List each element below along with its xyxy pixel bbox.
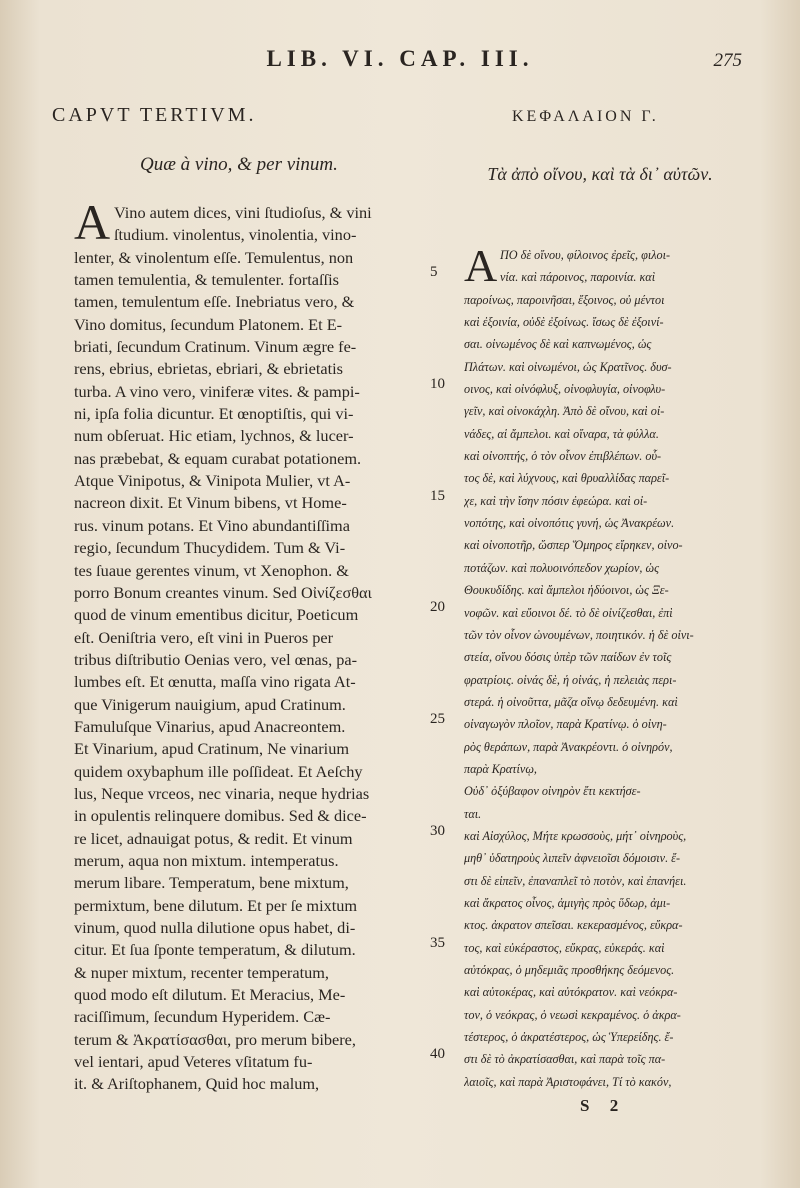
latin-text-line: nas præbebat, & equam curabat potationem. [74,448,362,468]
latin-text-line: porro Bonum creantes vinum. Sed Οἰνίζεσθαι [74,582,372,602]
latin-text-line: quod de vinum ementibus dicitur, Poeticum [74,605,359,625]
latin-text-line: briati, ſecundum Cratinum. Vinum ægre fe- [74,337,357,357]
line-number: 35 [430,934,445,951]
latin-text-line: Atque Vinipotus, & Vinipota Mulier, vt A- [74,471,351,491]
greek-text-line: γεῖν, καὶ οἰνοκάχλη. Ἀπὸ δὲ οἴνου, καὶ οἰ- [464,404,665,419]
latin-text-line: tamen temulentia, & temulenter. fortaſſis [74,270,339,290]
line-number: 10 [430,375,445,392]
greek-text-line: παρὰ Κρατίνῳ, [464,761,537,776]
latin-chapter-heading: CAPVT TERTIVM. [52,104,257,126]
latin-text-line: quod modo eſt dilutum. Et Meracius, Me- [74,985,346,1005]
greek-text-line: καὶ Αἰσχύλος, Μήτε κρωσσοὺς, μήτ᾽ οἰνηροὺς, [464,828,687,843]
greek-text-line: καὶ ἐξοινία, οὐδὲ ἐξοίνως. ἴσως δὲ ἐξοινί- [464,315,664,330]
greek-text-line: Πλάτων. καὶ οἰνωμένοι, ὡς Κρατῖνος. δυσ- [464,359,672,374]
greek-dropcap: Α [464,240,498,291]
latin-text-line: ſtudium. vinolentus, vinolentia, vino- [114,225,357,245]
greek-text-line: νία. καὶ πάροινος, παροινία. καὶ [500,270,656,285]
greek-chapter-subtitle: Τὰ ἀπὸ οἴνου, καὶ τὰ δι᾽ αὐτῶν. [487,164,713,184]
latin-text-line: it. & Ariſtophanem, Quid hoc malum, [74,1074,320,1094]
greek-text-line: καὶ οἰνοπτής, ὁ τὸν οἶνον ἐπιβλέπων. οὗ- [464,449,662,464]
latin-text-line: num obſeruat. Hic etiam, lychnos, & lucer- [74,426,354,446]
latin-text-line: Et Vinarium, apud Cratinum, Ne vinarium [74,739,349,759]
latin-text-line: lenter, & vinolentum eſſe. Temulentus, non [74,247,354,267]
greek-text-line: στερά. ἡ οἰνοῦττα, μᾶζα οἴνῳ δεδευμένη. καὶ [464,694,678,709]
line-number: 30 [430,822,445,839]
greek-text-line: νοπότης, καὶ οἰνοπότις γυνή, ὡς Ἀνακρέων. [464,516,675,531]
latin-chapter-subtitle: Quæ à vino, & per vinum. [140,154,338,175]
latin-text-line: tes ſuaue gerentes vinum, vt Xenophon. & [74,560,349,580]
greek-text-line: στι δὲ εἰπεῖν, ἐπαναπλεῖ τὸ ποτὸν, καὶ ἐπανήει. [464,873,687,888]
greek-text-line: κτος. ἀκρατον σπεῖσαι. κεκερασμένος, εὔκρα- [464,918,683,933]
greek-text-column [464,240,754,1093]
line-number: 15 [430,487,445,504]
greek-text-line: τέστερος, ὁ ἀκρατέστερος, ὡς Ὑπερείδης. ἔ- [464,1030,674,1045]
latin-text-column [74,202,430,1096]
latin-text-line: & nuper mixtum, recenter temperatum, [74,962,329,982]
line-number: 40 [430,1046,445,1063]
greek-text-line: οἰναγωγὸν πλοῖον, παρὰ Κρατίνῳ. ὁ οἰνη- [464,717,667,732]
greek-text-line: νάδες, αἱ ἄμπελοι. καὶ οἴναρα, τὰ φύλλα. [464,426,659,441]
latin-text-line: turba. A vino vero, viniferæ vites. & pampi- [74,381,360,401]
greek-text-line: λαιοῖς, καὶ παρὰ Ἀριστοφάνει, Τί τὸ κακόν, [464,1074,672,1089]
latin-text-line: re licet, adnauigat potus, & redit. Et vinum [74,828,353,848]
latin-text-line: lumbes eſt. Et œnutta, maſſa vino rigata At- [74,672,356,692]
latin-text-line: lus, Neque vrceos, nec vinaria, neque hydrias [74,783,370,803]
greek-text-line: τος δὲ, καὶ λύχνους, καὶ θρυαλλίδας παρεῖ- [464,471,670,486]
latin-text-line: vinum, quod nulla dilutione opus habet, di- [74,918,356,937]
greek-text-line: μηθ᾽ ὑδατηροὺς λιπεῖν ἀφνειοῖσι δόμοισιν. ἔ- [464,851,681,866]
latin-text-line: Vino autem dices, vini ſtudioſus, & vini [114,203,372,222]
greek-text-line: στι δὲ τὸ ἀκρατίσασθαι, καὶ παρὰ τοῖς πα- [464,1052,666,1067]
greek-text-line: ται. [464,806,482,821]
greek-text-line: Οὐδ᾽ ὀξύβαφον οἰνηρὸν ἔτι κεκτήσε- [464,784,641,799]
latin-text-line: ni, ipſa folia dicuntur. Et œnoptiſtis, qui vi- [74,404,354,424]
latin-dropcap: A [74,194,111,250]
latin-text-line: merum libare. Temperatum, bene mixtum, [74,873,349,893]
greek-text-line: αὐτόκρας, ὁ μηδεμιᾶς προσθήκης δεόμενος. [464,963,675,977]
greek-text-line: φρατρίοις. οἰνάς δὲ, ἡ οἰνάς, ἡ πελειὰς περι- [464,672,677,687]
latin-text-line: citur. Et ſua ſponte temperatum, & dilutum. [74,940,356,960]
latin-text-line: Famuluſque Vinarius, apud Anacreontem. [74,716,346,736]
latin-text-line: eſt. Oeniſtria vero, eſt vini in Pueros per [74,627,334,647]
latin-text-line: rens, ebrius, ebrietas, ebriari, & ebrietatis [74,359,343,379]
greek-text-line: τον, ὁ νεόκρας, ὁ νεωσὶ κεκραμένος. ὁ ἀκρα- [464,1007,681,1022]
page-number: 275 [713,50,742,71]
greek-text-line: καὶ ἄκρατος οἶνος, ἀμιγὴς πρὸς ὕδωρ, ἀμι- [464,895,671,910]
greek-text-line: καὶ αὐτοκέρας, καὶ αὐτόκρατον. καὶ νεόκρα- [464,985,678,1000]
greek-text-line: ποτάζων. καὶ πολυοινόπεδον χωρίον, ὡς [464,560,660,575]
latin-text-line: Vino domitus, ſecundum Platonem. Et E- [74,314,343,334]
latin-text-line: merum, aqua non mixtum. intemperatus. [74,850,339,870]
latin-text-line: nacreon dixit. Et Vinum bibens, vt Home- [74,493,347,513]
greek-chapter-heading: ΚΕΦΑΛΑΙΟΝ Γ. [512,108,659,125]
latin-text-line: tamen, temulentum eſſe. Inebriatus vero, & [74,292,355,312]
running-title: LIB. VI. CAP. III. [266,46,534,71]
signature-mark: S 2 [580,1096,627,1115]
greek-text-line: νοφῶν. καὶ εὔοινοι δέ. τὸ δὲ οἰνίζεσθαι, ἐπὶ [464,605,673,620]
greek-text-line: σαι. οἰνωμένος δὲ καὶ καπνωμένος, ὡς [464,337,652,352]
greek-text-line: ΠΟ δὲ οἴνου, φίλοινος ἐρεῖς, φιλοι- [500,248,671,262]
latin-text-line: terum & Ἀκρατίσασθαι, pro merum bibere, [74,1029,356,1049]
greek-text-line: παροίνως, παροινῆσαι, ἔξοινος, οὐ μέντοι [464,292,665,307]
line-number: 25 [430,711,445,727]
greek-text-line: οινος, καὶ οἰνόφλυξ, οἰνοφλυγία, οἰνοφλυ- [464,382,666,397]
line-number: 5 [430,264,438,280]
greek-text-line: ρὸς θεράπων, παρὰ Ἀνακρέοντι. ὁ οἰνηρόν, [464,739,673,754]
latin-text-line: quidem oxybaphum ille poſſideat. Et Aeſchy [74,761,363,781]
latin-text-line: que Vinigerum nauigium, apud Cratinum. [74,694,346,714]
latin-text-line: permixtum, bene dilutum. Et per ſe mixtum [74,895,358,915]
greek-text-line: τος, καὶ εὐκέραστος, εὔκρας, εὐκεράς. καὶ [464,940,665,955]
line-number: 20 [430,599,445,616]
latin-text-line: regio, ſecundum Thucydidem. Tum & Vi- [74,538,346,558]
latin-text-line: vel ientari, apud Veteres vſitatum fu- [74,1052,313,1072]
greek-text-line: καὶ οἰνοποτῆρ, ὥσπερ Ὅμηρος εἴρηκεν, οἰνο- [464,538,683,553]
greek-text-line: χε, καὶ τὴν ἴσην πόσιν ἐφεώρα. καὶ οἰ- [464,493,648,508]
latin-text-line: in opulentis relinquere domibus. Sed & dice- [74,806,367,826]
greek-text-line: στεία, οἴνου δόσις ὑπὲρ τῶν παίδων ἐν τοῖς [464,650,672,665]
latin-text-line: tribus diſtributio Oenias vero, vel œnas, pa- [74,649,358,669]
greek-text-line: τῶν τὸν οἶνον ὠνουμένων, ποιητικόν. ἡ δὲ οἰνι- [464,627,694,642]
latin-text-line: raciſſimum, ſecundum Hyperidem. Cæ- [74,1007,331,1027]
latin-text-line: rus. vinum potans. Et Vino abundantiſſima [74,515,350,535]
greek-text-line: Θουκυδίδης. καὶ ἄμπελοι ἡδύοινοι, ὡς Ξε- [464,583,669,598]
